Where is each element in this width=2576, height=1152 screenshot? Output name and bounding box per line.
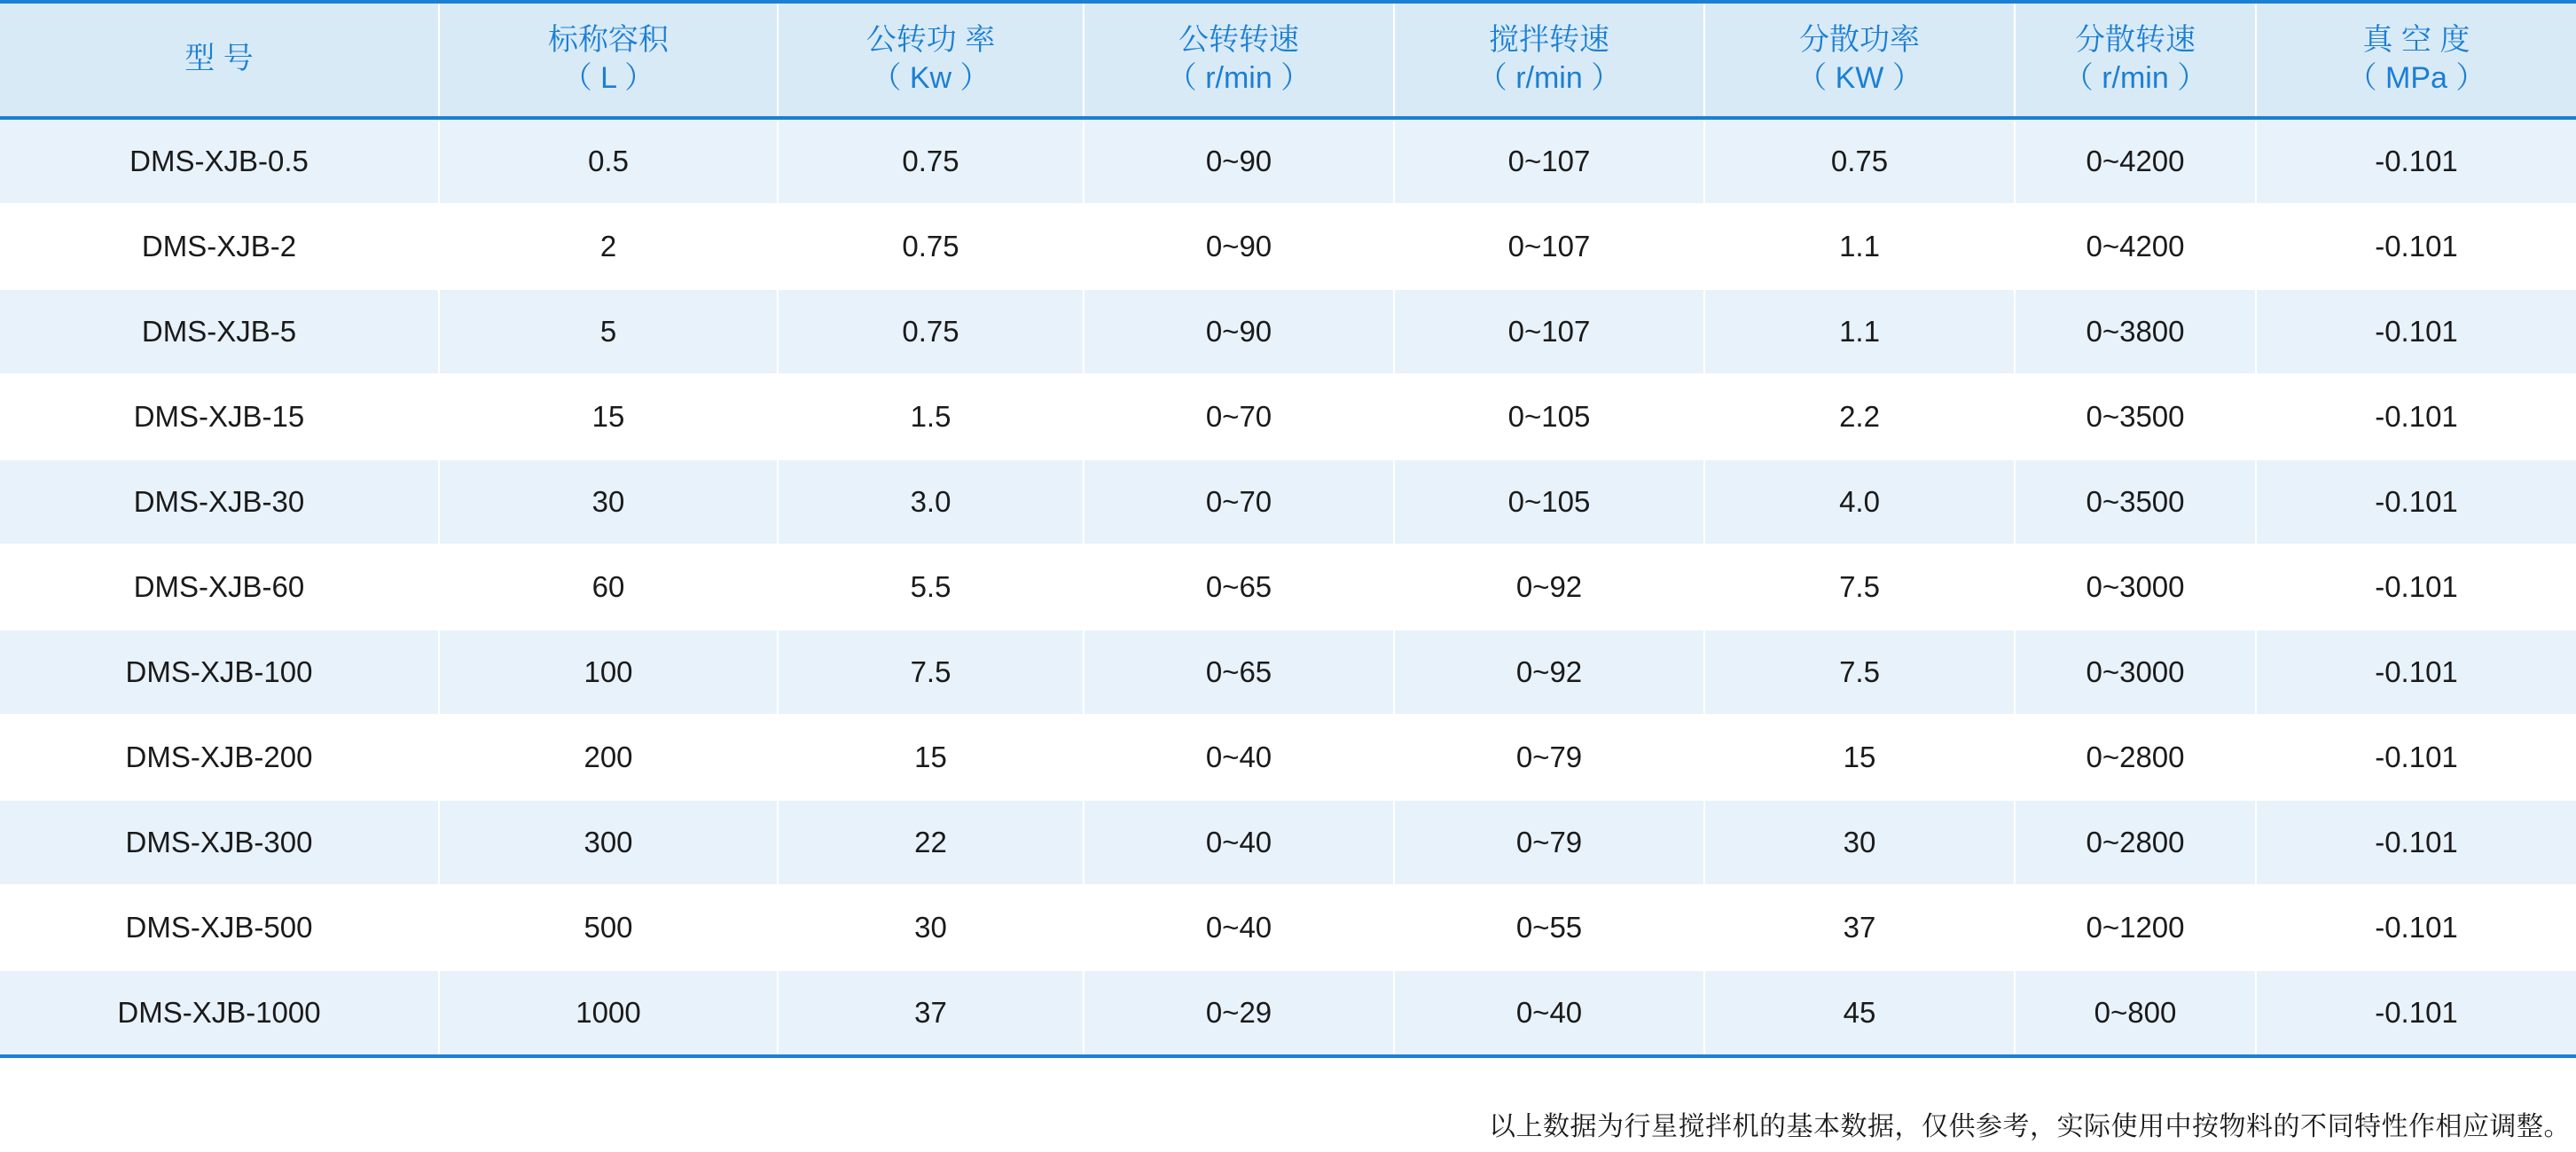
cell-dispersion-power: 4.0	[1704, 459, 2015, 545]
header-row	[0, 2, 2576, 118]
header-line-1: 分散功率	[1799, 23, 1920, 57]
table-row	[0, 630, 2576, 715]
cell-mixing-speed: 0~107	[1394, 289, 1704, 374]
cell-volume: 0.5	[439, 118, 778, 204]
cell-mixing-speed: 0~79	[1394, 800, 1704, 885]
cell-dispersion-power: 0.75	[1704, 118, 2015, 204]
cell-dispersion-power: 1.1	[1704, 204, 2015, 289]
cell-revolution-power: 15	[778, 715, 1084, 800]
cell-vacuum: -0.101	[2256, 459, 2576, 545]
cell-dispersion-power: 7.5	[1704, 630, 2015, 715]
cell-vacuum: -0.101	[2256, 630, 2576, 715]
cell-dispersion-power: 1.1	[1704, 289, 2015, 374]
header-line-2: （ KW ）	[1797, 60, 1922, 95]
cell-dispersion-speed: 0~3000	[2015, 630, 2256, 715]
cell-vacuum: -0.101	[2256, 715, 2576, 800]
table-row	[0, 374, 2576, 459]
cell-vacuum: -0.101	[2256, 289, 2576, 374]
cell-dispersion-power: 2.2	[1704, 374, 2015, 459]
cell-revolution-power: 37	[778, 970, 1084, 1056]
cell-model: DMS-XJB-2	[0, 204, 439, 289]
cell-revolution-speed: 0~90	[1084, 204, 1394, 289]
table-footnote: 以上数据为行星搅拌机的基本数据，仅供参考，实际使用中按物料的不同特性作相应调整。	[1489, 1112, 2571, 1141]
cell-dispersion-speed: 0~1200	[2015, 885, 2256, 970]
cell-model: DMS-XJB-100	[0, 630, 439, 715]
header-line-1: 搅拌转速	[1489, 23, 1609, 57]
cell-revolution-power: 30	[778, 885, 1084, 970]
cell-revolution-speed: 0~65	[1084, 630, 1394, 715]
cell-vacuum: -0.101	[2256, 118, 2576, 204]
cell-vacuum: -0.101	[2256, 885, 2576, 970]
cell-mixing-speed: 0~55	[1394, 885, 1704, 970]
column-header-dispersion-power	[1704, 2, 2015, 118]
cell-model: DMS-XJB-300	[0, 800, 439, 885]
cell-dispersion-power: 45	[1704, 970, 2015, 1056]
table-row	[0, 204, 2576, 289]
table-header	[0, 2, 2576, 118]
table-row	[0, 459, 2576, 545]
cell-revolution-power: 22	[778, 800, 1084, 885]
cell-volume: 30	[439, 459, 778, 545]
cell-dispersion-speed: 0~3500	[2015, 459, 2256, 545]
cell-mixing-speed: 0~40	[1394, 970, 1704, 1056]
column-header-vacuum	[2256, 2, 2576, 118]
header-line-1: 公转功 率	[865, 23, 996, 57]
column-header-model	[0, 2, 439, 118]
cell-vacuum: -0.101	[2256, 800, 2576, 885]
cell-vacuum: -0.101	[2256, 374, 2576, 459]
header-line-2: （ MPa ）	[2346, 60, 2486, 95]
cell-revolution-speed: 0~90	[1084, 118, 1394, 204]
column-header-mixing-speed	[1394, 2, 1704, 118]
cell-volume: 100	[439, 630, 778, 715]
cell-mixing-speed: 0~105	[1394, 459, 1704, 545]
cell-vacuum: -0.101	[2256, 970, 2576, 1056]
cell-mixing-speed: 0~79	[1394, 715, 1704, 800]
cell-vacuum: -0.101	[2256, 204, 2576, 289]
cell-volume: 500	[439, 885, 778, 970]
cell-revolution-speed: 0~40	[1084, 885, 1394, 970]
header-line-2: （ Kw ）	[871, 60, 990, 95]
cell-revolution-speed: 0~70	[1084, 374, 1394, 459]
column-header-revolution-power	[778, 2, 1084, 118]
header-line-2: （ L ）	[561, 60, 655, 95]
cell-revolution-power: 5.5	[778, 545, 1084, 630]
cell-revolution-speed: 0~70	[1084, 459, 1394, 545]
cell-dispersion-speed: 0~3800	[2015, 289, 2256, 374]
header-line-2: （ r/min ）	[1166, 60, 1311, 95]
header-line-1: 分散转速	[2075, 23, 2196, 57]
table-row	[0, 545, 2576, 630]
cell-revolution-power: 0.75	[778, 204, 1084, 289]
column-header-volume	[439, 2, 778, 118]
header-line-2: （ r/min ）	[1476, 60, 1622, 95]
table-body	[0, 118, 2576, 1056]
cell-revolution-speed: 0~40	[1084, 715, 1394, 800]
cell-volume: 200	[439, 715, 778, 800]
cell-volume: 1000	[439, 970, 778, 1056]
cell-volume: 60	[439, 545, 778, 630]
cell-revolution-speed: 0~90	[1084, 289, 1394, 374]
table-row	[0, 885, 2576, 970]
cell-revolution-power: 7.5	[778, 630, 1084, 715]
cell-mixing-speed: 0~92	[1394, 545, 1704, 630]
cell-model: DMS-XJB-30	[0, 459, 439, 545]
cell-volume: 5	[439, 289, 778, 374]
cell-model: DMS-XJB-15	[0, 374, 439, 459]
header-line-1: 型 号	[184, 42, 254, 76]
cell-dispersion-power: 37	[1704, 885, 2015, 970]
cell-dispersion-speed: 0~4200	[2015, 204, 2256, 289]
column-header-dispersion-speed	[2015, 2, 2256, 118]
cell-mixing-speed: 0~107	[1394, 204, 1704, 289]
cell-volume: 15	[439, 374, 778, 459]
cell-model: DMS-XJB-200	[0, 715, 439, 800]
cell-dispersion-power: 7.5	[1704, 545, 2015, 630]
cell-revolution-power: 0.75	[778, 118, 1084, 204]
header-line-1: 公转转速	[1178, 23, 1299, 57]
header-line-1: 标称容积	[548, 23, 669, 57]
cell-dispersion-speed: 0~3500	[2015, 374, 2256, 459]
cell-revolution-speed: 0~65	[1084, 545, 1394, 630]
column-header-revolution-speed	[1084, 2, 1394, 118]
cell-revolution-power: 0.75	[778, 289, 1084, 374]
cell-dispersion-power: 15	[1704, 715, 2015, 800]
cell-volume: 2	[439, 204, 778, 289]
header-line-1: 真 空 度	[2362, 23, 2470, 57]
cell-model: DMS-XJB-1000	[0, 970, 439, 1056]
cell-model: DMS-XJB-60	[0, 545, 439, 630]
cell-mixing-speed: 0~105	[1394, 374, 1704, 459]
cell-mixing-speed: 0~107	[1394, 118, 1704, 204]
cell-dispersion-speed: 0~2800	[2015, 800, 2256, 885]
cell-dispersion-speed: 0~800	[2015, 970, 2256, 1056]
cell-model: DMS-XJB-500	[0, 885, 439, 970]
cell-volume: 300	[439, 800, 778, 885]
header-line-2: （ r/min ）	[2063, 60, 2208, 95]
cell-revolution-speed: 0~40	[1084, 800, 1394, 885]
cell-vacuum: -0.101	[2256, 545, 2576, 630]
table-row	[0, 289, 2576, 374]
cell-model: DMS-XJB-5	[0, 289, 439, 374]
cell-dispersion-power: 30	[1704, 800, 2015, 885]
cell-mixing-speed: 0~92	[1394, 630, 1704, 715]
table-row	[0, 800, 2576, 885]
cell-revolution-power: 3.0	[778, 459, 1084, 545]
cell-model: DMS-XJB-0.5	[0, 118, 439, 204]
table-row	[0, 715, 2576, 800]
table-row	[0, 118, 2576, 204]
cell-dispersion-speed: 0~3000	[2015, 545, 2256, 630]
cell-dispersion-speed: 0~2800	[2015, 715, 2256, 800]
cell-revolution-speed: 0~29	[1084, 970, 1394, 1056]
table-row	[0, 970, 2576, 1056]
cell-revolution-power: 1.5	[778, 374, 1084, 459]
cell-dispersion-speed: 0~4200	[2015, 118, 2256, 204]
